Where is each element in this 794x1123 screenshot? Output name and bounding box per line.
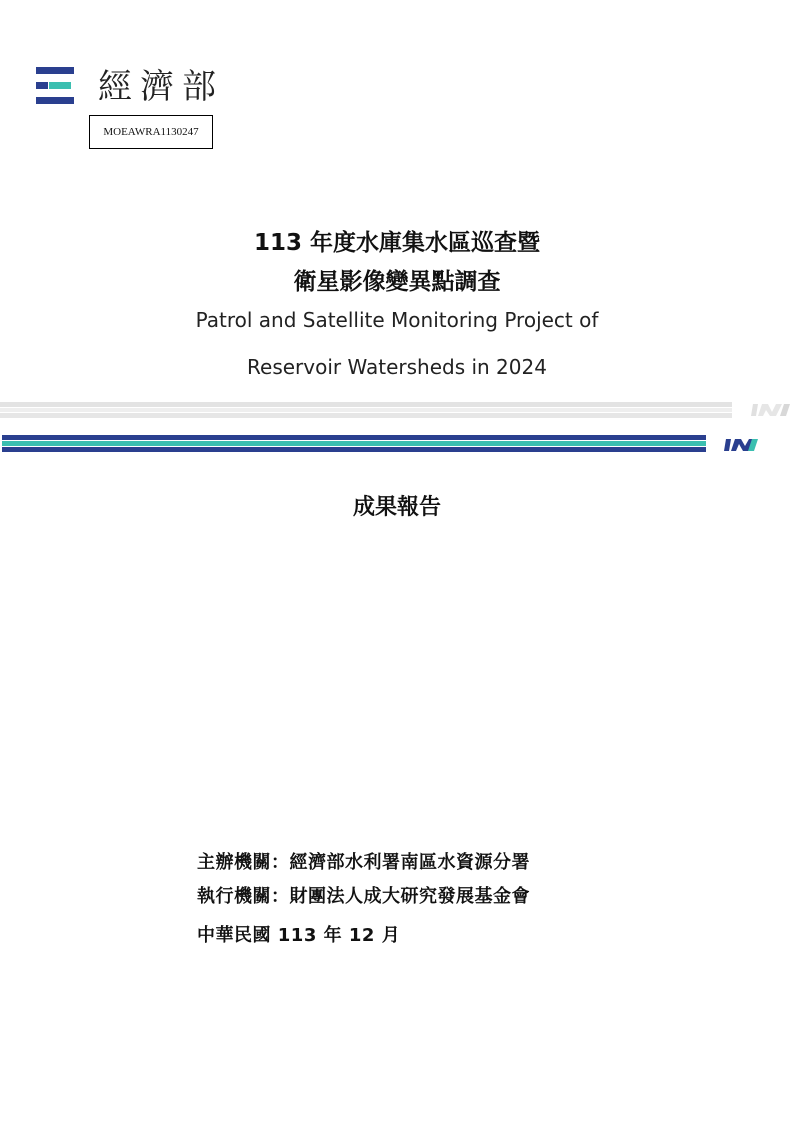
decorative-grey-stripes [0, 400, 794, 420]
competent-authority: 主辦機關：經濟部水利署南區水資源分署 [197, 852, 530, 873]
document-number: MOEAWRA1130247 [89, 115, 213, 149]
publication-date: 中華民國 113 年 12 月 [197, 925, 401, 946]
logo-bars-icon [36, 66, 76, 106]
title-en-line2: Reservoir Watersheds in 2024 [247, 355, 547, 379]
title-zh-line1: 113 年度水庫集水區巡查暨 [253, 230, 541, 256]
decorative-color-stripes [0, 432, 794, 456]
title-en-line1: Patrol and Satellite Monitoring Project of [195, 308, 599, 332]
executing-agency: 執行機關：財團法人成大研究發展基金會 [197, 886, 530, 907]
ministry-logo [36, 66, 226, 108]
title-zh-line2: 衛星影像變異點調查 [293, 269, 501, 295]
ministry-name: 經濟部 [98, 67, 224, 107]
report-type: 成果報告 [352, 495, 441, 520]
